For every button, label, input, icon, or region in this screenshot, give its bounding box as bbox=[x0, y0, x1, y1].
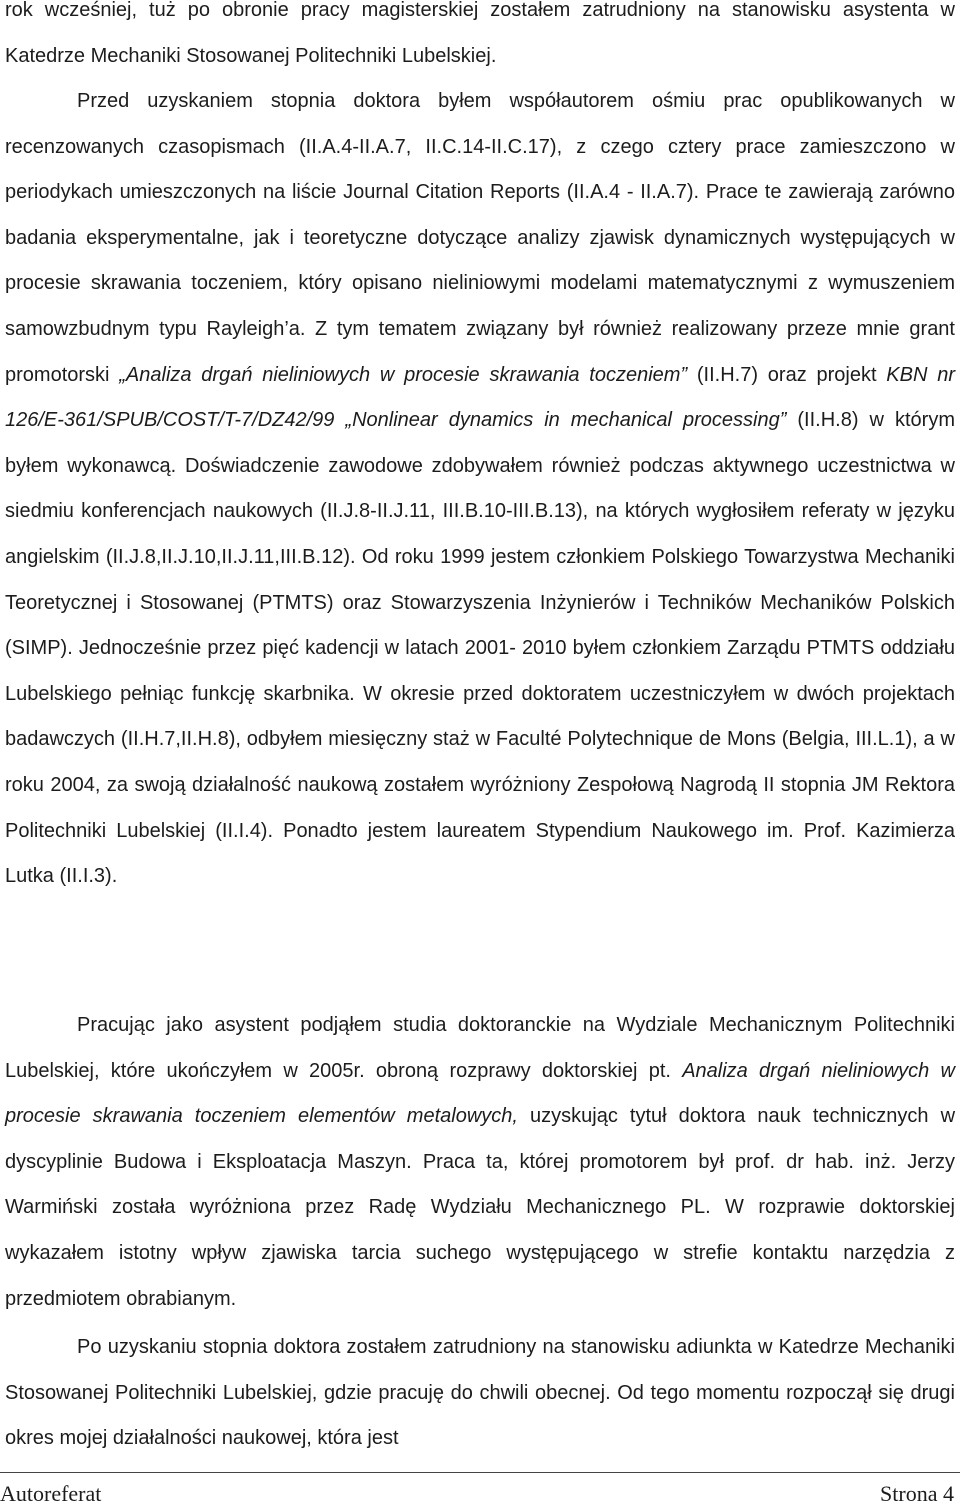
project-title-italic: KBN nr 126/E-361/SPUB/COST/T-7/DZ42/99 „Nonlinear dynamics in mechanical processing” bbox=[5, 363, 955, 432]
paragraph-2-text-a: Przed uzyskaniem stopnia doktora byłem współautorem ośmiu prac opublikowanych w recenzowanych czasopismach (II.A.4-II.A.7, II.C.14-II.C.17), z czego cztery prace zamieszczono w periodykach umieszczonych na liście Journal Citation Reports (II.A.4 - II.A.7). Prace te zawierają zarówno badania eksperymentalne, jak i teoretyczne dotyczące analizy zjawisk dynamicznych występujących w procesie skrawania toczeniem, który opisano nieliniowymi modelami matematycznymi z wymuszeniem samowzbudnym typu Rayleigh’a. Z tym tematem związany był również realizowany przeze mnie grant promotorski bbox=[5, 90, 955, 386]
paragraph-3-text-a: Pracując jako asystent podjąłem studia doktoranckie na Wydziale Mechanicznym Politechniki Lubelskiej, które ukończyłem w 2005r. obroną rozprawy doktorskiej pt. bbox=[5, 1014, 955, 1082]
paragraph-2 bbox=[5, 79, 955, 900]
paragraph-4 bbox=[5, 1325, 955, 1462]
paragraph-4-text: Po uzyskaniu stopnia doktora zostałem zatrudniony na stanowisku adiunkta w Katedrze Mechaniki Stosowanej Politechniki Lubelskiej, gdzie pracuję do chwili obecnej. Od tego momentu rozpoczął się drugi okres mojej działalności naukowej, która jest bbox=[5, 1336, 955, 1450]
grant-title-italic: „Analiza drgań nieliniowych w procesie skrawania toczeniem” bbox=[119, 363, 688, 386]
paragraph-1 bbox=[5, 0, 955, 79]
paragraph-3-text-b: uzyskując tytuł doktora nauk technicznych w dyscyplinie Budowa i Eksploatacja Maszyn. Praca ta, której promotorem był prof. dr hab. inż. Jerzy Warmiński została wyróżniona przez Radę Wydziału Mechanicznego PL. W rozprawie doktorskiej wykazałem istotny wpływ zjawiska tarcia suchego występującego w strefie kontaktu narzędzia z przedmiotem obrabianym. bbox=[5, 1105, 956, 1310]
paragraph-2-text-b: (II.H.7) oraz projekt bbox=[687, 363, 887, 386]
footer-divider bbox=[0, 1472, 960, 1473]
footer-document-title: Autoreferat bbox=[0, 1481, 102, 1506]
paragraph-1-text: rok wcześniej, tuż po obronie pracy magisterskiej zostałem zatrudniony na stanowisku asystenta w Katedrze Mechaniki Stosowanej Politechniki Lubelskiej. bbox=[5, 0, 955, 67]
footer-page-number: Strona 4 bbox=[880, 1481, 954, 1506]
thesis-title-italic: Analiza drgań nieliniowych w procesie skrawania toczeniem elementów metalowych, bbox=[5, 1059, 955, 1128]
paragraph-3 bbox=[5, 1003, 955, 1322]
paragraph-2-text-c: (II.H.8) w którym byłem wykonawcą. Doświadczenie zawodowe zdobywałem również podczas aktywnego uczestnictwa w siedmiu konferencjach naukowych (II.J.8-II.J.11, III.B.10-III.B.13), na których wygłosiłem referaty w języku angielskim (II.J.8,II.J.10,II.J.11,III.B.12). Od roku 1999 jestem członkiem Polskiego Towarzystwa Mechaniki Teoretycznej i Stosowanej (PTMTS) oraz Stowarzyszenia Inżynierów i Techników Mechaników Polskich (SIMP). Jednocześnie przez pięć kadencji w latach 2001- 2010 byłem członkiem Zarządu PTMTS oddziału Lubelskiego pełniąc funkcję skarbnika. W okresie przed doktoratem uczestniczyłem w dwóch projektach badawczych (II.H.7,II.H.8), odbyłem miesięczny staż w Faculté Polytechnique de Mons (Belgia, III.L.1), a w roku 2004, za swoją działalność naukową zostałem wyróżniony Zespołową Nagrodą II stopnia JM Rektora Politechniki Lubelskiej (II.I.4). Ponadto jestem laureatem Stypendium Naukowego im. Prof. Kazimierza Lutka (II.I.3). bbox=[5, 409, 955, 888]
